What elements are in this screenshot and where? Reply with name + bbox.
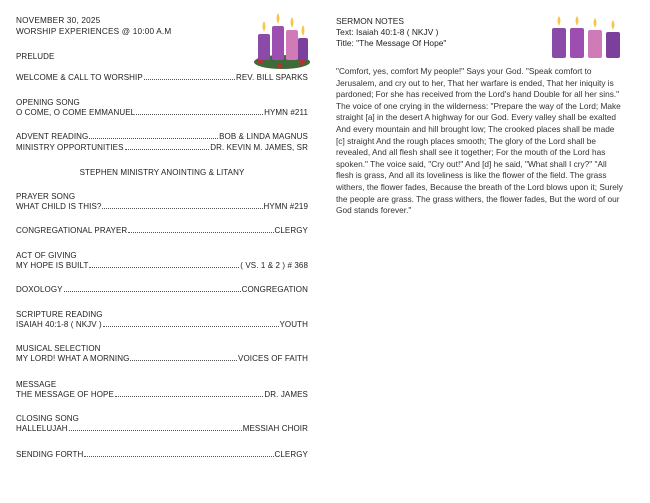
doxology-leader: CONGREGATION [241,285,308,294]
scripture-item [16,310,308,329]
ministry-item [16,143,308,152]
musical-selection-title: MY LORD! WHAT A MORNING [16,354,130,363]
advent-reading-leader: BOB & LINDA MAGNUS [219,132,308,141]
welcome-item [16,73,308,82]
prayer-song-title: WHAT CHILD IS THIS? [16,202,102,211]
opening-song-heading: OPENING SONG [16,98,80,107]
doxology-item [16,285,308,294]
sermon-title: Title: "The Message Of Hope" [336,38,447,48]
advent-candles-image [550,14,622,60]
congregational-prayer-item [16,226,308,235]
advent-wreath-image [250,8,314,72]
musical-selection-performer: VOICES OF FAITH [238,354,308,363]
musical-selection-heading: MUSICAL SELECTION [16,344,101,353]
message-heading: MESSAGE [16,380,57,389]
closing-song-performer: MESSIAH CHOIR [242,424,308,433]
prayer-song-hymn: HYMN #219 [263,202,308,211]
opening-song-hymn: HYMN #211 [264,108,308,117]
act-of-giving-hymn: ( VS. 1 & 2 ) # 368 [240,261,308,270]
closing-song-item [16,414,308,433]
prayer-song-heading: PRAYER SONG [16,192,76,201]
sending-forth-leader: CLERGY [274,450,308,459]
message-speaker: DR. JAMES [264,390,308,399]
opening-song-title: O COME, O COME EMMANUEL [16,108,136,117]
act-of-giving-item [16,251,308,270]
act-of-giving-heading: ACT OF GIVING [16,251,77,260]
sermon-notes-title: SERMON NOTES [336,16,404,26]
scripture-reader: YOUTH [279,320,308,329]
doxology-title: DOXOLOGY [16,285,63,294]
scripture-title: ISAIAH 40:1-8 ( NKJV ) [16,320,102,329]
advent-reading-item [16,132,308,141]
service-date: NOVEMBER 30, 2025 [16,16,101,25]
congregational-prayer-leader: CLERGY [274,226,308,235]
message-title: THE MESSAGE OF HOPE [16,390,114,399]
congregational-prayer-title: CONGREGATIONAL PRAYER [16,226,128,235]
stephen-ministry-heading: STEPHEN MINISTRY ANOINTING & LITANY [79,168,245,177]
closing-song-title: HALLELUJAH [16,424,68,433]
act-of-giving-title: MY HOPE IS BUILT [16,261,89,270]
scripture-heading: SCRIPTURE READING [16,310,103,319]
sermon-text: Text: Isaiah 40:1-8 ( NKJV ) [336,27,439,37]
service-subtitle: WORSHIP EXPERIENCES @ 10:00 A.M [16,27,172,36]
musical-selection-item [16,344,308,363]
ministry-title: MINISTRY OPPORTUNITIES [16,143,124,152]
scripture-passage: "Comfort, yes, comfort My people!" Says your God. "Speak comfort to Jerusalem, and cry out to her, That her warfare is ended, That her iniquity is pardoned; For she has received from the Lord's hand Double for all her sins." The voice of one crying in the wilderness: "Prepare the way of the Lord; Make straight [a] in the desert A highway for our God. Every valley shall be exalted And every mountain and hill brought low; The crooked places shall be made [c] straight And the rough places smooth; The glory of the Lord shall be revealed, And all flesh shall see it together; For the mouth of the Lord has spoken." The voice said, "Cry out!" And [d] he said, "What shall I cry?" "All flesh is grass, And all its loveliness is like the flower of the field. The grass withers, the flower fades, Because the breath of the Lord blows upon it; Surely the people are grass. The grass withers, the flower fades, But the word of our God stands forever." [336,66,623,216]
sending-forth-title: SENDING FORTH [16,450,84,459]
prelude-heading: PRELUDE [16,52,55,61]
message-item [16,380,308,399]
closing-song-heading: CLOSING SONG [16,414,79,423]
prayer-song-item [16,192,308,211]
welcome-leader: REV. BILL SPARKS [235,73,308,82]
sending-forth-item [16,450,308,459]
ministry-leader: DR. KEVIN M. JAMES, SR [210,143,308,152]
welcome-title: WELCOME & CALL TO WORSHIP [16,73,143,82]
opening-song-item [16,98,308,117]
advent-reading-title: ADVENT READING [16,132,89,141]
